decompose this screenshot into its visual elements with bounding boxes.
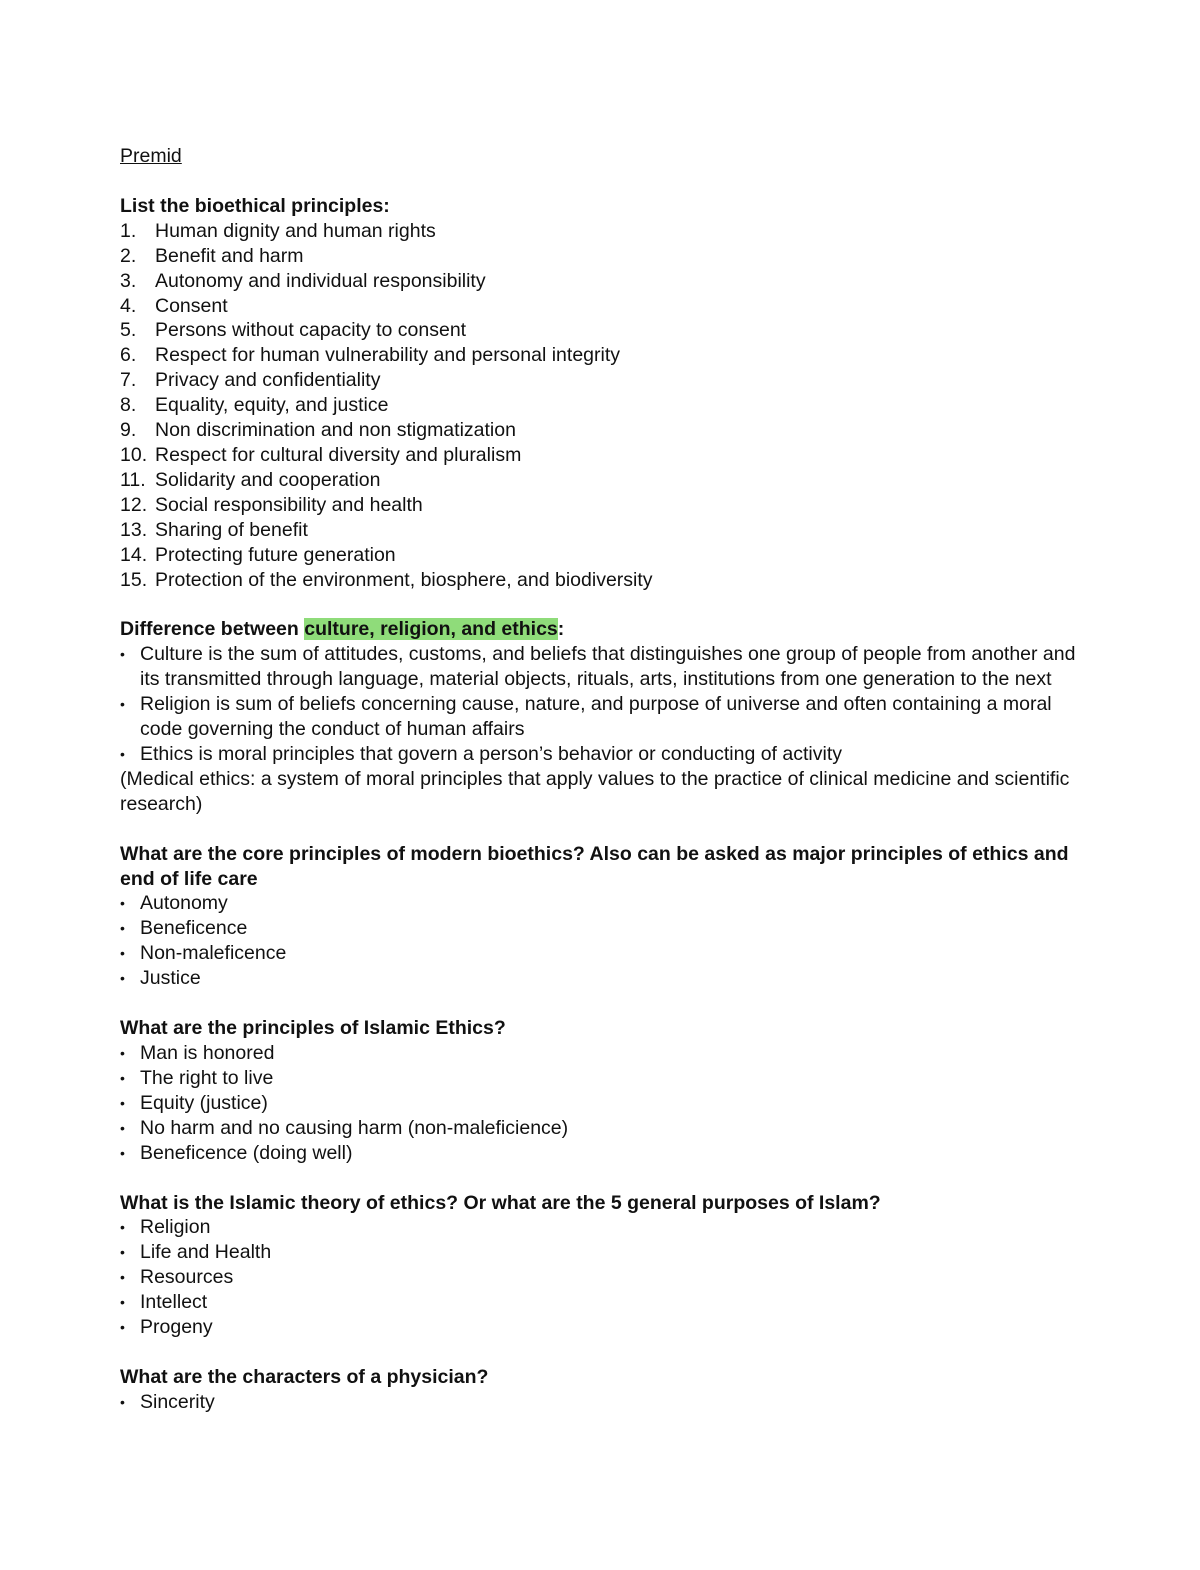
- item-text: Autonomy and individual responsibility: [155, 269, 486, 292]
- list-item: [120, 1066, 1080, 1091]
- list-item: [120, 368, 1080, 393]
- highlighted-text: culture, religion, and ethics: [304, 618, 558, 641]
- section-heading-islamic-theory: What is the Islamic theory of ethics? Or what are the 5 general purposes of Islam?: [120, 1191, 881, 1214]
- heading-suffix: :: [557, 618, 565, 641]
- item-text: Beneficence: [140, 917, 248, 940]
- item-text: Justice: [140, 967, 201, 990]
- section-heading-difference: [120, 617, 1080, 642]
- list-item: [120, 1390, 1080, 1415]
- bullet-icon: •: [120, 1144, 125, 1161]
- spacer: [120, 991, 1080, 1016]
- medical-ethics-note: (Medical ethics: a system of moral principles that apply values to the practice of clinical medicine and scientific research): [120, 767, 1070, 815]
- heading-prefix: Difference between: [120, 618, 305, 641]
- spacer: [120, 817, 1080, 842]
- list-item: [120, 318, 1080, 343]
- bullet-icon: •: [120, 646, 125, 663]
- bullet-icon: •: [120, 970, 125, 987]
- item-text: Progeny: [140, 1316, 213, 1339]
- item-text: Resources: [140, 1266, 234, 1289]
- item-text: No harm and no causing harm (non-maleficience): [140, 1116, 569, 1139]
- bullet-icon: •: [120, 920, 125, 937]
- bullet-icon: •: [120, 945, 125, 962]
- item-number: 10.: [120, 443, 148, 466]
- numbered-list-bioethical: [120, 219, 1080, 593]
- bullet-icon: •: [120, 1094, 125, 1111]
- page-title: Premid: [120, 145, 182, 167]
- bullet-icon: •: [120, 1294, 125, 1311]
- list-item: [120, 269, 1080, 294]
- list-item: [120, 393, 1080, 418]
- list-item: [120, 891, 1080, 916]
- list-item: [120, 1116, 1080, 1141]
- list-item: [120, 343, 1080, 368]
- item-text: Intellect: [140, 1291, 208, 1314]
- list-item: [120, 1315, 1080, 1340]
- list-item: [120, 568, 1080, 593]
- item-text: Privacy and confidentiality: [155, 369, 381, 392]
- item-number: 12.: [120, 493, 148, 516]
- list-item: [120, 966, 1080, 991]
- section-heading-bioethical: List the bioethical principles:: [120, 194, 390, 217]
- item-number: 2.: [120, 244, 137, 267]
- item-number: 1.: [120, 219, 137, 242]
- item-number: 6.: [120, 344, 137, 367]
- bullet-list-difference: [120, 642, 1080, 767]
- spacer: [120, 1166, 1080, 1191]
- item-text: Sincerity: [140, 1390, 215, 1413]
- item-number: 13.: [120, 518, 148, 541]
- list-item: [120, 1290, 1080, 1315]
- item-number: 11.: [120, 468, 146, 491]
- item-text: Consent: [155, 294, 228, 317]
- bullet-icon: •: [120, 745, 125, 762]
- item-text: Religion is sum of beliefs concerning cause, nature, and purpose of universe and often containing a moral code governing the conduct of human affairs: [140, 693, 1052, 741]
- bullet-list-physician: [120, 1390, 1080, 1415]
- item-number: 7.: [120, 369, 137, 392]
- item-number: 9.: [120, 419, 137, 442]
- item-text: Ethics is moral principles that govern a person’s behavior or conducting of activity: [140, 742, 842, 765]
- item-text: Non-maleficence: [140, 942, 287, 965]
- item-number: 5.: [120, 319, 137, 342]
- list-item: [120, 244, 1080, 269]
- list-item: [120, 1091, 1080, 1116]
- bullet-icon: •: [120, 895, 125, 912]
- item-text: Beneficence (doing well): [140, 1141, 353, 1164]
- item-text: Autonomy: [140, 892, 228, 915]
- bullet-icon: •: [120, 696, 125, 713]
- item-text: Respect for human vulnerability and personal integrity: [155, 344, 621, 367]
- bullet-list-islamic-ethics: [120, 1041, 1080, 1166]
- item-number: 4.: [120, 294, 137, 317]
- bullet-icon: •: [120, 1045, 125, 1061]
- item-text: Sharing of benefit: [155, 518, 308, 541]
- item-text: Protecting future generation: [155, 543, 396, 566]
- list-item: [120, 1265, 1080, 1290]
- spacer: [120, 169, 1080, 194]
- item-text: Protection of the environment, biosphere, and biodiversity: [155, 568, 653, 591]
- item-text: Equity (justice): [140, 1091, 268, 1114]
- list-item: [120, 543, 1080, 568]
- item-text: Human dignity and human rights: [155, 219, 436, 242]
- item-number: 15.: [120, 568, 148, 591]
- list-item: [120, 468, 1080, 493]
- document-page: [120, 144, 1080, 1415]
- list-item: [120, 642, 1080, 692]
- bullet-icon: •: [120, 1269, 125, 1286]
- section-heading-core: What are the core principles of modern bioethics? Also can be asked as major principles of ethics and end of life care: [120, 842, 1069, 890]
- bullet-list-islamic-theory: [120, 1215, 1080, 1340]
- bullet-list-core: [120, 891, 1080, 991]
- list-item: [120, 219, 1080, 244]
- list-item: [120, 1240, 1080, 1265]
- bullet-icon: •: [120, 1393, 125, 1410]
- section-heading-islamic-ethics: What are the principles of Islamic Ethics?: [120, 1017, 506, 1040]
- item-number: 3.: [120, 269, 137, 292]
- item-text: Persons without capacity to consent: [155, 319, 467, 342]
- list-item: [120, 493, 1080, 518]
- item-text: Social responsibility and health: [155, 493, 423, 516]
- list-item: [120, 443, 1080, 468]
- list-item: [120, 518, 1080, 543]
- bullet-icon: •: [120, 1119, 125, 1136]
- item-text: Respect for cultural diversity and pluralism: [155, 443, 522, 466]
- item-text: Equality, equity, and justice: [155, 394, 389, 417]
- item-number: 8.: [120, 394, 137, 417]
- spacer: [120, 1340, 1080, 1365]
- list-item: [120, 742, 1080, 767]
- list-item: [120, 916, 1080, 941]
- item-number: 14.: [120, 543, 148, 566]
- bullet-icon: •: [120, 1069, 125, 1086]
- section-heading-physician: What are the characters of a physician?: [120, 1365, 489, 1388]
- item-text: Solidarity and cooperation: [155, 468, 381, 491]
- list-item: [120, 1141, 1080, 1166]
- list-item: [120, 941, 1080, 966]
- spacer: [120, 592, 1080, 617]
- item-text: Man is honored: [140, 1042, 275, 1064]
- item-text: Non discrimination and non stigmatization: [155, 419, 516, 442]
- item-text: Life and Health: [140, 1241, 272, 1264]
- list-item: [120, 418, 1080, 443]
- list-item: [120, 294, 1080, 319]
- item-text: The right to live: [140, 1066, 274, 1089]
- bullet-icon: •: [120, 1219, 125, 1236]
- bullet-icon: •: [120, 1244, 125, 1261]
- list-item: [120, 692, 1080, 742]
- list-item: [120, 1215, 1080, 1240]
- item-text: Benefit and harm: [155, 244, 304, 267]
- bullet-icon: •: [120, 1319, 125, 1336]
- list-item: [120, 1041, 1080, 1066]
- item-text: Religion: [140, 1216, 211, 1239]
- item-text: Culture is the sum of attitudes, customs, and beliefs that distinguishes one group of people from another and its transmitted through language, material objects, rituals, arts, institutions from one generation to the next: [140, 643, 1076, 691]
